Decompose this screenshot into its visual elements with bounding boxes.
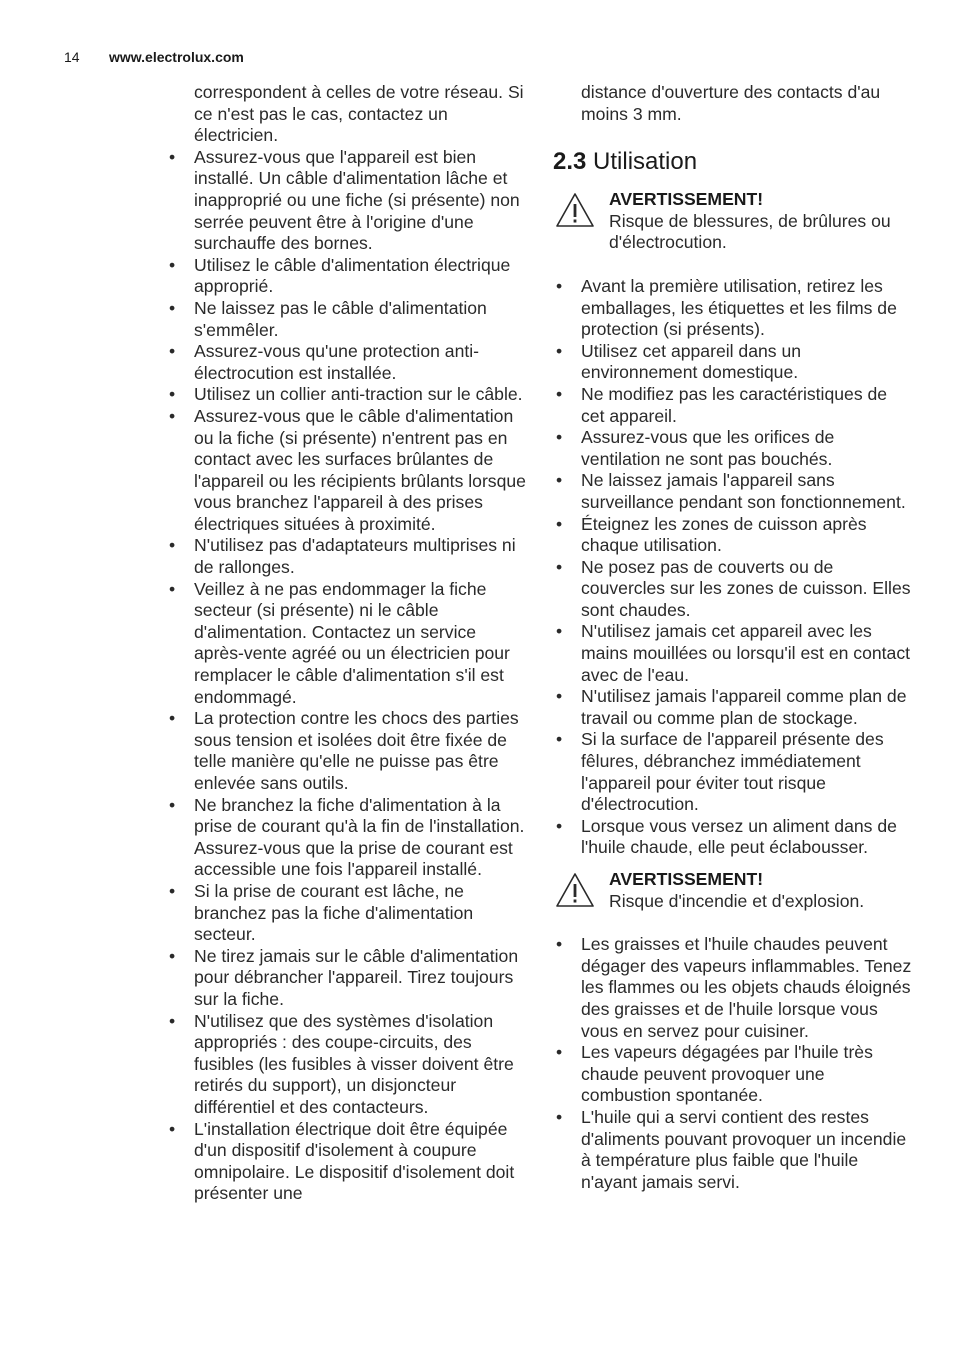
list-item: • Ne branchez la fiche d'alimentation à la prise de courant qu'à la fin de l'installation. Assurez-vous que la prise de courant est accessible une fois l'appareil installé. (166, 795, 528, 881)
list-item: • L'huile qui a servi contient des restes d'aliments pouvant provoquer un incendie à température plus faible que l'huile n'ayant jamais servi. (553, 1107, 913, 1193)
list-item: • Assurez-vous qu'une protection anti-électrocution est installée. (166, 341, 528, 384)
left-column (166, 82, 528, 1205)
left-bullet-list (166, 147, 528, 1205)
section-heading (553, 148, 913, 176)
list-item: • L'installation électrique doit être équipée d'un dispositif d'isolement à coupure omnipolaire. Le dispositif d'isolement doit présenter une (166, 1119, 528, 1205)
warning-title: AVERTISSEMENT! (609, 869, 764, 889)
list-item: • Ne modifiez pas les caractéristiques de cet appareil. (553, 384, 913, 427)
warning-title: AVERTISSEMENT! (609, 189, 764, 210)
list-item: • Assurez-vous que les orifices de ventilation ne sont pas bouchés. (553, 427, 913, 470)
list-item: • Si la prise de courant est lâche, ne branchez pas la fiche d'alimentation secteur. (166, 881, 528, 946)
page-number: 14 (64, 49, 80, 65)
list-item: • N'utilisez pas d'adaptateurs multiprises ni de rallonges. (166, 535, 528, 578)
list-item: • Assurez-vous que l'appareil est bien installé. Un câble d'alimentation lâche et inapproprié ou une fiche (si présente) non serrée peuvent être à l'origine d'une surchauffe des bornes. (166, 147, 528, 255)
list-item: • N'utilisez jamais cet appareil avec les mains mouillées ou lorsqu'il est en contact avec de l'eau. (553, 621, 913, 686)
usage-bullet-list (553, 276, 913, 859)
list-item: • Avant la première utilisation, retirez les emballages, les étiquettes et les films de protection (si présents). (553, 276, 913, 341)
oil-bullet-list (553, 934, 913, 1193)
list-item: • Ne tirez jamais sur le câble d'alimentation pour débrancher l'appareil. Tirez toujours sur la fiche. (166, 946, 528, 1011)
warning-box-fire (553, 869, 913, 912)
list-item: • Utilisez un collier anti-traction sur le câble. (166, 384, 528, 406)
list-item: • Ne posez pas de couverts ou de couvercles sur les zones de cuisson. Elles sont chaudes. (553, 557, 913, 622)
list-item: • N'utilisez jamais l'appareil comme plan de travail ou comme plan de stockage. (553, 686, 913, 729)
list-item: • Ne laissez pas le câble d'alimentation s'emmêler. (166, 298, 528, 341)
list-item: • Utilisez le câble d'alimentation électrique approprié. (166, 255, 528, 298)
right-column (553, 82, 913, 1193)
list-item: • La protection contre les chocs des parties sous tension et isolées doit être fixée de telle manière qu'elle ne puisse pas être enlevée sans outils. (166, 708, 528, 794)
section-title: Utilisation (593, 148, 698, 176)
warning-box-injury (553, 189, 913, 254)
list-item: • Les vapeurs dégagées par l'huile très chaude peuvent provoquer une combustion spontanée. (553, 1042, 913, 1107)
warning-triangle-icon (555, 872, 595, 908)
warning-text: Risque d'incendie et d'explosion. (609, 890, 865, 911)
list-item: • Veillez à ne pas endommager la fiche secteur (si présente) ni le câble d'alimentation. Contactez un service après-vente agréé ou un électricien pour remplacer le câble d'alimentation s'il est endommagé. (166, 579, 528, 709)
list-item: • Les graisses et l'huile chaudes peuvent dégager des vapeurs inflammables. Tenez les flammes ou les objets chauds éloignés des graisses et de l'huile lorsque vous vous en servez pour cuisiner. (553, 934, 913, 1042)
list-item: • Lorsque vous versez un aliment dans de l'huile chaude, elle peut éclabousser. (553, 816, 913, 859)
continued-text: correspondent à celles de votre réseau. Si ce n'est pas le cas, contactez un électricien. (194, 82, 524, 146)
list-item: • Éteignez les zones de cuisson après chaque utilisation. (553, 514, 913, 557)
list-item: • Si la surface de l'appareil présente des fêlures, débranchez immédiatement l'appareil pour éviter tout risque d'électrocution. (553, 729, 913, 815)
continued-text: distance d'ouverture des contacts d'au moins 3 mm. (581, 82, 881, 124)
website-url: www.electrolux.com (109, 49, 244, 65)
warning-text: Risque de blessures, de brûlures ou d'électrocution. (609, 210, 891, 253)
page-header (64, 49, 244, 65)
warning-triangle-icon (555, 192, 595, 228)
list-item: • Ne laissez jamais l'appareil sans surveillance pendant son fonctionnement. (553, 470, 913, 513)
section-number: 2.3 (553, 148, 587, 176)
list-item: • N'utilisez que des systèmes d'isolation appropriés : des coupe-circuits, des fusibles (les fusibles à visser doivent être retirés du support), un disjoncteur différentiel et des contacteurs. (166, 1011, 528, 1119)
list-item: • Assurez-vous que le câble d'alimentation ou la fiche (si présente) n'entrent pas en contact avec les surfaces brûlantes de l'appareil ou les récipients brûlants lorsque vous branchez l'appareil à des prises électriques situées à proximité. (166, 406, 528, 536)
list-item: • Utilisez cet appareil dans un environnement domestique. (553, 341, 913, 384)
